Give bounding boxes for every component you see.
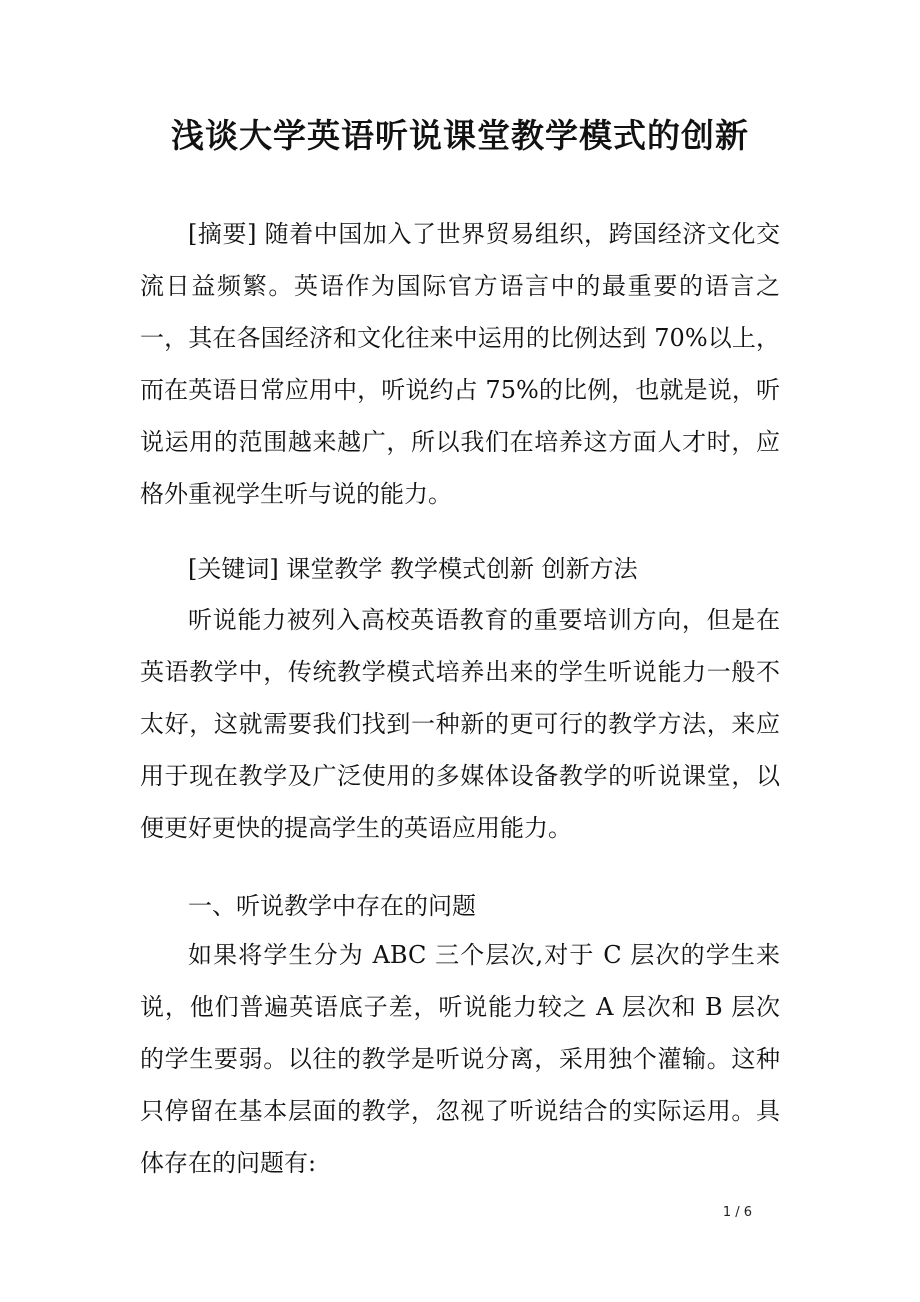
keywords-paragraph: [关键词] 课堂教学 教学模式创新 创新方法 — [188, 555, 638, 583]
document-title: 浅谈大学英语听说课堂教学模式的创新 — [171, 116, 749, 155]
section-heading: 一、听说教学中存在的问题 — [188, 892, 476, 920]
abstract-paragraph: [摘要] 随着中国加入了世界贸易组织，跨国经济文化交流日益频繁。英语作为国际官方语言中的最重要的语言之一，其在各国经济和文化往来中运用的比例达到 70%以上，而在英语日常应用中，听说约占 75%的比例，也就是说，听说运用的范围越来越广，所以我们在培养这方面人才时，应格外重视学生听与说的能力。 — [140, 220, 780, 508]
intro-paragraph: 听说能力被列入高校英语教育的重要培训方向，但是在英语教学中，传统教学模式培养出来的学生听说能力一般不太好，这就需要我们找到一种新的更可行的教学方法，来应用于现在教学及广泛使用的多媒体设备教学的听说课堂，以便更好更快的提高学生的英语应用能力。 — [140, 606, 780, 842]
section-body-paragraph: 如果将学生分为 ABC 三个层次,对于 C 层次的学生来说，他们普遍英语底子差，听说能力较之 A 层次和 B 层次的学生要弱。以往的教学是听说分离，采用独个灌输。这种只停留在基本层面的教学，忽视了听说结合的实际运用。具体存在的问题有: — [140, 941, 780, 1177]
page-number: 1 / 6 — [722, 1205, 752, 1220]
